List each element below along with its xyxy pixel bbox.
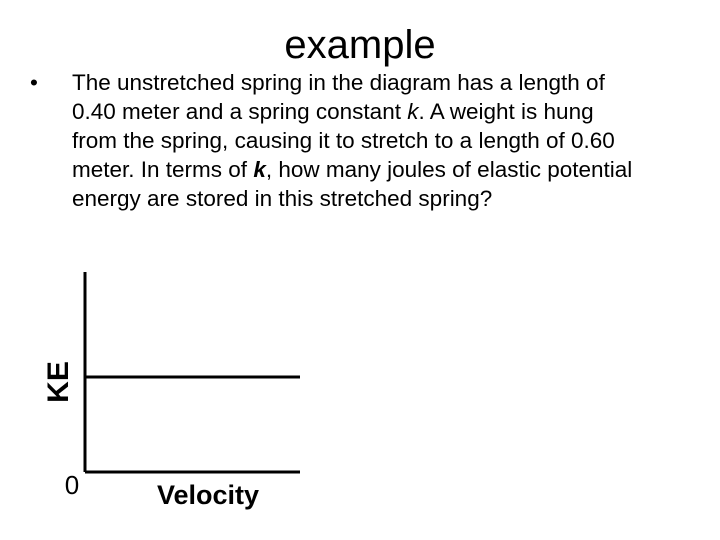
- ke-velocity-graph-svg: [30, 262, 300, 512]
- bullet-line-text: from the spring, causing it to stretch to a length of 0.60: [72, 128, 615, 153]
- bullet-line-text: . A weight is hung: [418, 99, 594, 124]
- bullet-paragraph: [30, 68, 700, 213]
- bullet-line-text: energy are stored in this stretched spring?: [72, 186, 493, 211]
- bullet-marker: •: [30, 70, 38, 95]
- bullet-line: [30, 184, 700, 213]
- origin-label: 0: [64, 470, 80, 500]
- ke-velocity-graph: [30, 262, 300, 512]
- variable-k: k: [253, 157, 266, 182]
- bullet-line-text: 0.40 meter and a spring constant: [72, 99, 408, 124]
- variable-k: k: [407, 99, 419, 124]
- y-axis-label: KE: [42, 361, 75, 403]
- slide-title: example: [284, 23, 436, 67]
- bullet-line-text: The unstretched spring in the diagram has a length of: [72, 70, 605, 95]
- bullet-line: [30, 126, 700, 155]
- bullet-line-text: meter. In terms of: [72, 157, 254, 182]
- bullet-line-text: , how many joules of elastic potential: [265, 157, 633, 182]
- bullet-line: [30, 155, 700, 184]
- x-axis-label: Velocity: [156, 480, 260, 510]
- bullet-line: [30, 97, 700, 126]
- bullet-line: [30, 68, 700, 97]
